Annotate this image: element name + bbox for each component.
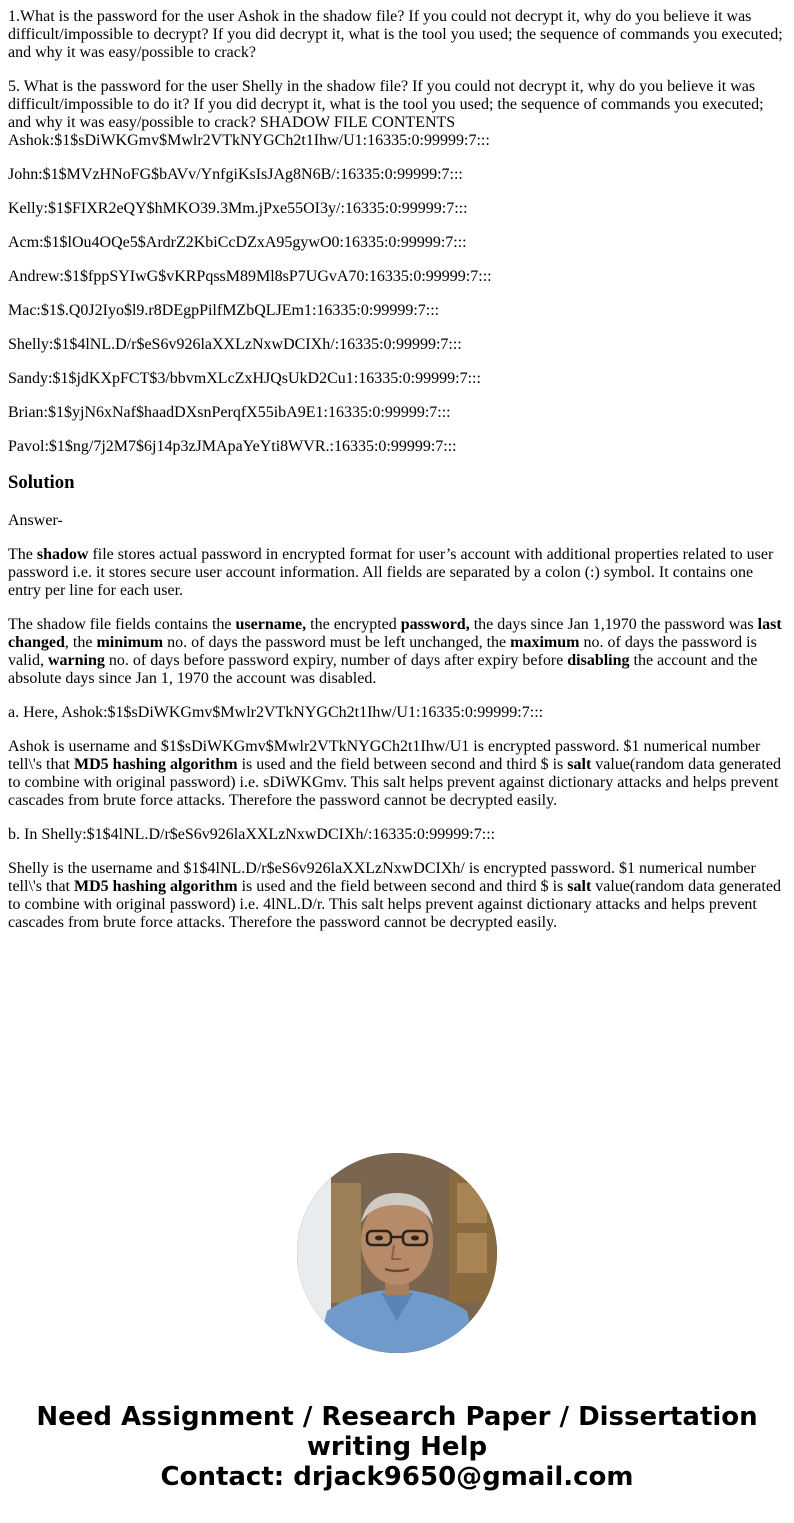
shadow-line: Mac:$1$.Q0J2Iyo$l9.r8DEgpPilfMZbQLJEm1:16335:0:99999:7::: — [8, 302, 440, 319]
answer-a-explanation: Ashok is username and $1$sDiWKGmv$Mwlr2VTkNYGCh2t1Ihw/U1 is encrypted password. $1 numerical number tell\'s that MD5 hashing algorithm is used and the field between second and third $ is salt value(random data generated to combine with original password) i.e. sDiWKGmv. This salt helps prevent against dictionary attacks and helps prevent cascades from brute force attacks. Therefore the password cannot be decrypted easily. — [8, 738, 781, 809]
promo-line-2: writing Help — [306, 1432, 488, 1462]
author-photo — [297, 1153, 497, 1353]
question-5: 5. What is the password for the user Shelly in the shadow file? If you could not decrypt it, why do you believe it was difficult/impossible to do it? If you did decrypt it, what is the tool you used; the sequence of commands you executed; and why it was easy/possible to crack? SHADOW FILE CONTENTS — [8, 78, 764, 131]
shadow-fields-description: The shadow file fields contains the username, the encrypted password, the days since Jan 1,1970 the password was last changed, the minimum no. of days the password must be left unchanged, the maximum no. of days the password is valid, warning no. of days before password expiry, number of days after expiry before disabling the account and the absolute days since Jan 1, 1970 the account was disabled. — [8, 616, 782, 687]
shadow-line: Sandy:$1$jdKXpFCT$3/bbvmXLcZxHJQsUkD2Cu1:16335:0:99999:7::: — [8, 370, 481, 387]
shadow-file-contents — [8, 132, 786, 456]
answer-label: Answer- — [8, 512, 63, 529]
document-content — [8, 8, 786, 948]
shadow-line: Kelly:$1$FIXR2eQY$hMKO39.3Mm.jPxe55OI3y/:16335:0:99999:7::: — [8, 200, 468, 217]
promo-line-1: Need Assignment / Research Paper / Dissertation — [36, 1402, 758, 1432]
solution-heading: Solution — [8, 472, 75, 493]
answer-a-line: a. Here, Ashok:$1$sDiWKGmv$Mwlr2VTkNYGCh2t1Ihw/U1:16335:0:99999:7::: — [8, 704, 544, 721]
question-1: 1.What is the password for the user Ashok in the shadow file? If you could not decrypt it, why do you believe it was difficult/impossible to decrypt? If you did decrypt it, what is the tool you used; the sequence of commands you executed; and why it was easy/possible to crack? — [8, 8, 783, 61]
shadow-line: Acm:$1$lOu4OQe5$ArdrZ2KbiCcDZxA95gywO0:16335:0:99999:7::: — [8, 234, 467, 251]
shadow-line: John:$1$MVzHNoFG$bAVv/YnfgiKsIsJAg8N6B/:16335:0:99999:7::: — [8, 166, 463, 183]
promo-banner — [0, 1402, 794, 1492]
shadow-file-description: The shadow file stores actual password in encrypted format for user’s account with additional properties related to user password i.e. it stores secure user account information. All fields are separated by a colon (:) symbol. It contains one entry per line for each user. — [8, 546, 774, 599]
answer-b-line: b. In Shelly:$1$4lNL.D/r$eS6v926laXXLzNxwDCIXh/:16335:0:99999:7::: — [8, 826, 496, 843]
shadow-line: Pavol:$1$ng/7j2M7$6j14p3zJMApaYeYti8WVR.:16335:0:99999:7::: — [8, 438, 457, 455]
shadow-line: Brian:$1$yjN6xNaf$haadDXsnPerqfX55ibA9E1:16335:0:99999:7::: — [8, 404, 451, 421]
promo-contact: Contact: drjack9650@gmail.com — [160, 1462, 634, 1492]
shadow-line: Shelly:$1$4lNL.D/r$eS6v926laXXLzNxwDCIXh/:16335:0:99999:7::: — [8, 336, 462, 353]
shadow-line: Ashok:$1$sDiWKGmv$Mwlr2VTkNYGCh2t1Ihw/U1:16335:0:99999:7::: — [8, 132, 490, 149]
shadow-line: Andrew:$1$fppSYIwG$vKRPqssM89Ml8sP7UGvA70:16335:0:99999:7::: — [8, 268, 492, 285]
portrait-illustration — [297, 1153, 497, 1353]
answer-b-explanation: Shelly is the username and $1$4lNL.D/r$eS6v926laXXLzNxwDCIXh/ is encrypted password. $1 numerical number tell\'s that MD5 hashing algorithm is used and the field between second and third $ is salt value(random data generated to combine with original password) i.e. 4lNL.D/r. This salt helps prevent against dictionary attacks and helps prevent cascades from brute force attacks. Therefore the password cannot be decrypted easily. — [8, 860, 781, 931]
